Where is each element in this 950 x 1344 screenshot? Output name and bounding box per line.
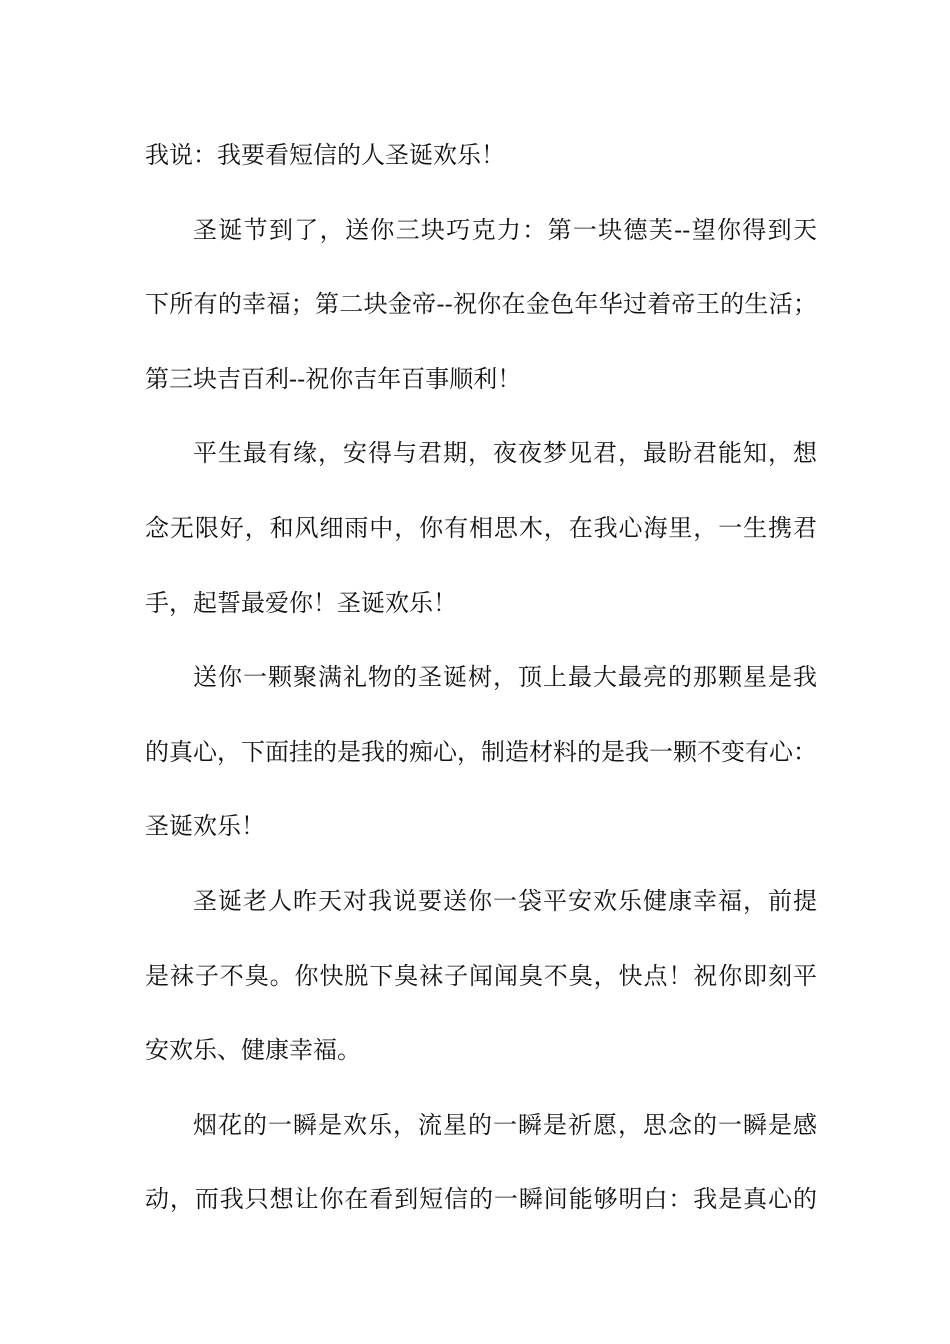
text-line-12: 是袜子不臭。你快脱下臭袜子闻闻臭不臭，快点！祝你即刻平 [145,961,817,990]
text-line-5: 平生最有缘，安得与君期，夜夜梦见君，最盼君能知，想 [193,439,817,468]
text-line-15: 动，而我只想让你在看到短信的一瞬间能够明白：我是真心的 [145,1185,817,1214]
text-line-7: 手，起誓最爱你！圣诞欢乐！ [145,588,457,617]
text-line-14: 烟花的一瞬是欢乐，流星的一瞬是祈愿，思念的一瞬是感 [193,1110,817,1139]
text-line-2: 圣诞节到了，送你三块巧克力：第一块德芙--望你得到天 [193,215,817,244]
text-line-8: 送你一颗聚满礼物的圣诞树，顶上最大最亮的那颗星是我 [193,663,817,692]
text-line-11: 圣诞老人昨天对我说要送你一袋平安欢乐健康幸福，前提 [193,886,817,915]
text-line-6: 念无限好，和风细雨中，你有相思木，在我心海里，一生携君 [145,513,817,542]
text-line-10: 圣诞欢乐！ [145,812,265,841]
text-line-3: 下所有的幸福；第二块金帝--祝你在金色年华过着帝王的生活； [145,290,817,319]
text-line-13: 安欢乐、健康幸福。 [145,1036,361,1065]
document-body [145,118,817,1237]
text-line-1: 我说：我要看短信的人圣诞欢乐！ [145,141,505,169]
text-line-4: 第三块吉百利--祝你吉年百事顺利！ [145,364,522,393]
text-line-9: 的真心，下面挂的是我的痴心，制造材料的是我一颗不变有心： [145,737,817,766]
